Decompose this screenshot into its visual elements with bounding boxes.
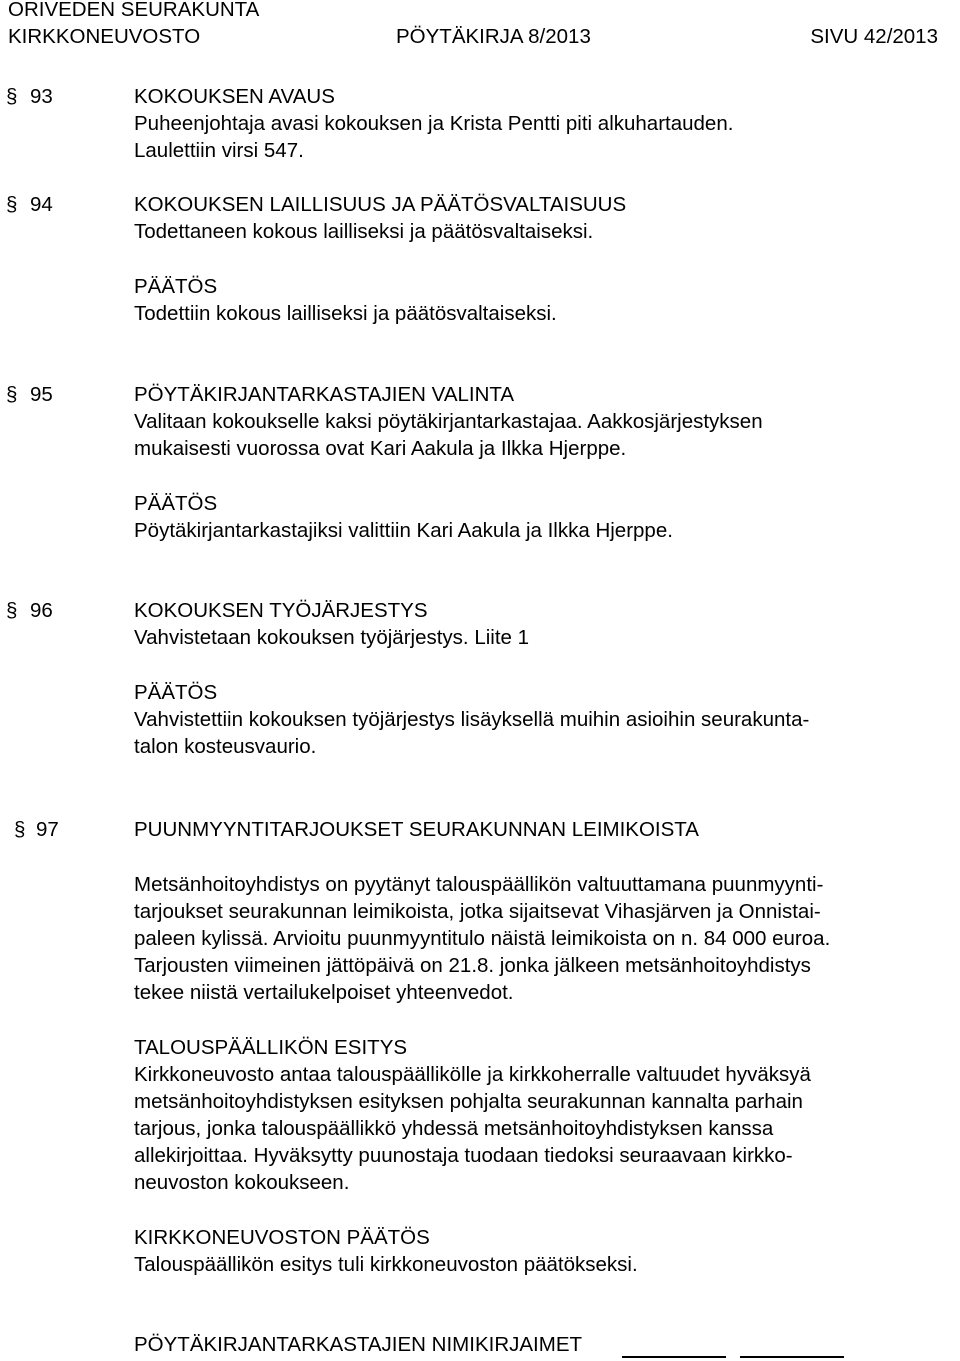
page-number: SIVU 42/2013 bbox=[810, 25, 938, 48]
decision-text-line: Talouspäällikön esitys tuli kirkkoneuvoston päätökseksi. bbox=[134, 1253, 638, 1276]
section-number: 97 bbox=[36, 818, 59, 841]
document-title: PÖYTÄKIRJA 8/2013 bbox=[396, 25, 591, 48]
section-mark: § bbox=[6, 383, 18, 406]
section-text-line: Todettaneen kokous lailliseksi ja päätösvaltaiseksi. bbox=[134, 220, 594, 243]
header-line-1 bbox=[8, 0, 938, 23]
governing-body: KIRKKONEUVOSTO bbox=[8, 25, 201, 48]
section-body bbox=[134, 381, 924, 544]
section-text-line: paleen kylissä. Arvioitu puunmyyntitulo näistä leimikoista on n. 84 000 euroa. bbox=[134, 927, 831, 950]
section-title: KOKOUKSEN TYÖJÄRJESTYS bbox=[134, 599, 428, 622]
proposal-text-line: Kirkkoneuvosto antaa talouspäällikölle ja kirkkoherralle valtuudet hyväksyä bbox=[134, 1063, 811, 1086]
section-mark: § bbox=[6, 193, 18, 216]
proposal-text-line: neuvoston kokoukseen. bbox=[134, 1171, 350, 1194]
section-body bbox=[134, 816, 924, 1278]
section-text-line: tarjoukset seurakunnan leimikoista, jotka sijaitsevat Vihasjärven ja Onnistai- bbox=[134, 900, 821, 923]
section-title: PUUNMYYNTITARJOUKSET SEURAKUNNAN LEIMIKOISTA bbox=[134, 818, 699, 841]
section-text-line: Laulettiin virsi 547. bbox=[134, 139, 304, 162]
proposal-text-line: tarjous, jonka talouspäällikkö yhdessä metsänhoitoyhdistyksen kanssa bbox=[134, 1117, 774, 1140]
signature-line-1 bbox=[622, 1334, 726, 1358]
section-title: KOKOUKSEN AVAUS bbox=[134, 85, 335, 108]
section-text-line: Puheenjohtaja avasi kokouksen ja Krista Pentti piti alkuhartauden. bbox=[134, 112, 734, 135]
section-body bbox=[134, 191, 924, 327]
decision-text-line: Todettiin kokous lailliseksi ja päätösvaltaiseksi. bbox=[134, 302, 557, 325]
section-text-line: Metsänhoitoyhdistys on pyytänyt talouspäällikön valtuuttamana puunmyynti- bbox=[134, 873, 824, 896]
proposal-text-line: allekirjoittaa. Hyväksytty puunostaja tuodaan tiedoksi seuraavaan kirkko- bbox=[134, 1144, 793, 1167]
section-number: 96 bbox=[30, 599, 53, 622]
signature-label: PÖYTÄKIRJANTARKASTAJIEN NIMIKIRJAIMET bbox=[134, 1333, 583, 1356]
header-line-2 bbox=[8, 23, 938, 50]
section-mark: § bbox=[6, 599, 18, 622]
page-header bbox=[8, 0, 938, 50]
decision-label: PÄÄTÖS bbox=[134, 681, 218, 704]
organization-name: ORIVEDEN SEURAKUNTA bbox=[8, 0, 260, 21]
section-title: KOKOUKSEN LAILLISUUS JA PÄÄTÖSVALTAISUUS bbox=[134, 193, 627, 216]
section-text-line: tekee niistä vertailukelpoiset yhteenvedot. bbox=[134, 981, 514, 1004]
section-mark: § bbox=[14, 818, 26, 841]
section-text-line: Vahvistetaan kokouksen työjärjestys. Liite 1 bbox=[134, 626, 530, 649]
section-text-line: mukaisesti vuorossa ovat Kari Aakula ja Ilkka Hjerppe. bbox=[134, 437, 627, 460]
decision-text-line: talon kosteusvaurio. bbox=[134, 735, 317, 758]
proposal-text-line: metsänhoitoyhdistyksen esityksen pohjalta seurakunnan kannalta parhain bbox=[134, 1090, 803, 1113]
decision-label: PÄÄTÖS bbox=[134, 275, 218, 298]
section-number: 94 bbox=[30, 193, 53, 216]
decision-label: KIRKKONEUVOSTON PÄÄTÖS bbox=[134, 1226, 430, 1249]
proposal-label: TALOUSPÄÄLLIKÖN ESITYS bbox=[134, 1036, 408, 1059]
section-text-line: Valitaan kokoukselle kaksi pöytäkirjantarkastajaa. Aakkosjärjestyksen bbox=[134, 410, 763, 433]
section-title: PÖYTÄKIRJANTARKASTAJIEN VALINTA bbox=[134, 383, 515, 406]
decision-text-line: Pöytäkirjantarkastajiksi valittiin Kari Aakula ja Ilkka Hjerppe. bbox=[134, 519, 673, 542]
decision-text-line: Vahvistettiin kokouksen työjärjestys lisäyksellä muihin asioihin seurakunta- bbox=[134, 708, 810, 731]
signature-line-2 bbox=[740, 1334, 844, 1358]
section-mark: § bbox=[6, 85, 18, 108]
decision-label: PÄÄTÖS bbox=[134, 492, 218, 515]
section-text-line: Tarjousten viimeinen jättöpäivä on 21.8. jonka jälkeen metsänhoitoyhdistys bbox=[134, 954, 811, 977]
section-body bbox=[134, 83, 924, 164]
section-number: 93 bbox=[30, 85, 53, 108]
section-body bbox=[134, 597, 924, 760]
section-number: 95 bbox=[30, 383, 53, 406]
